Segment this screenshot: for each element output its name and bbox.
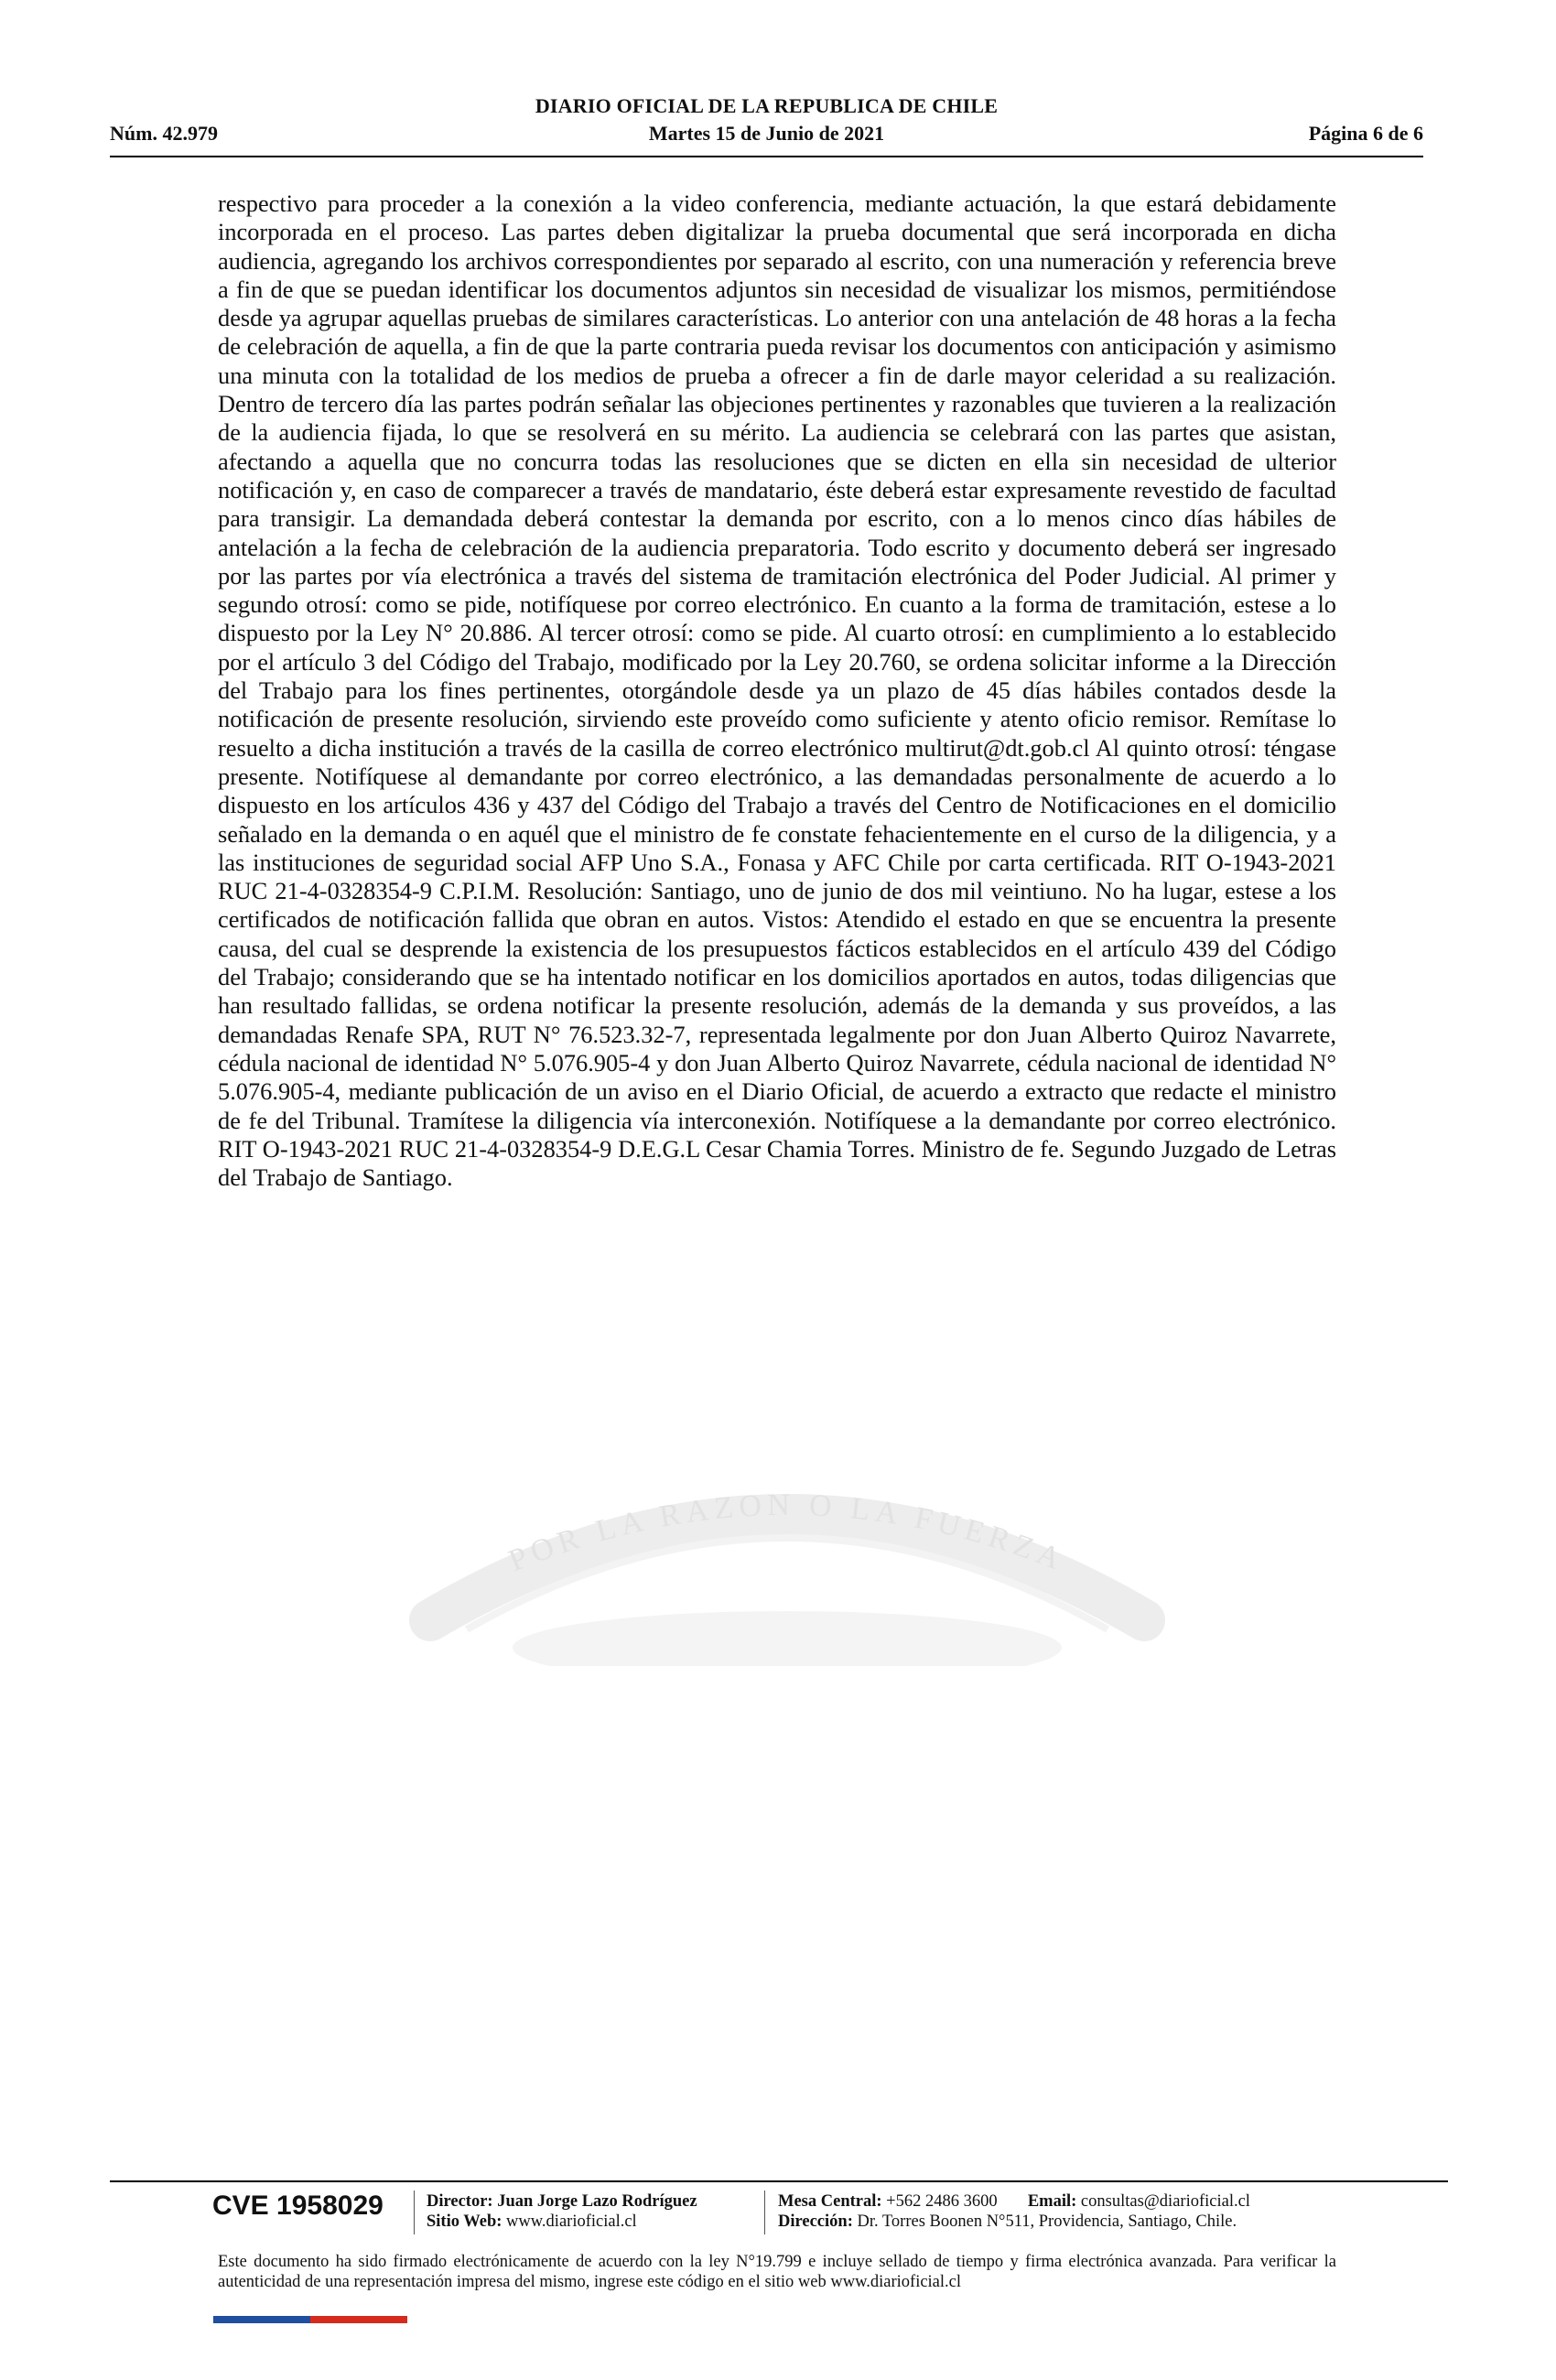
watermark-motto: POR LA RAZON O LA FUERZA [503,1488,1071,1579]
publication-title: DIARIO OFICIAL DE LA REPUBLICA DE CHILE [535,94,999,117]
footer-director-block [427,2191,697,2232]
signature-disclaimer: Este documento ha sido firmado electrónicamente de acuerdo con la ley N°19.799 e incluye sellado de tiempo y firma electrónica avanzada. Para verificar la autenticidad de una representación impresa del mismo, ingrese este código en el sitio web www.diarioficial.cl [218,2253,1336,2291]
site-link[interactable]: www.diarioficial.cl [506,2212,637,2231]
address-value: Dr. Torres Boonen N°511, Providencia, Santiago, Chile. [857,2212,1237,2231]
footer-divider [110,2180,1448,2182]
address-label: Dirección: [778,2212,853,2231]
director-name: Juan Jorge Lazo Rodríguez [497,2192,697,2211]
coat-of-arms-watermark [394,1391,1181,1666]
director-label: Director: [427,2192,493,2211]
footer-separator [764,2191,765,2234]
email-link[interactable]: consultas@diarioficial.cl [1080,2192,1250,2211]
email-label: Email: [1027,2192,1077,2211]
page-number: Página 6 de 6 [1308,122,1423,145]
site-label: Sitio Web: [427,2212,502,2231]
publication-date: Martes 15 de Junio de 2021 [648,122,885,145]
mesa-phone: +562 2486 3600 [886,2192,998,2211]
footer-contact-block [778,2191,1250,2232]
flag-blue-segment [213,2316,310,2323]
footer-separator [414,2191,415,2234]
chile-flag-stripe [213,2316,407,2323]
flag-red-segment [310,2316,407,2323]
resolution-paragraph: respectivo para proceder a la conexión a la video conferencia, mediante actuación, la que estará debidamente incorporada en el proceso. Las partes deben digitalizar la prueba documental que será incorporada en dicha audiencia, agregando los archivos correspondientes por separado al escrito, con una numeración y referencia breve a fin de que se puedan identificar los documentos adjuntos sin necesidad de visualizar los mismos, permitiéndose desde ya agrupar aquellas pruebas de similares características. Lo anterior con una antelación de 48 horas a la fecha de celebración de aquella, a fin de que la parte contraria pueda revisar los documentos con anticipación y asimismo una minuta con la totalidad de los medios de prueba a ofrecer a fin de darle mayor celeridad a su realización. Dentro de tercero día las partes podrán señalar las objeciones pertinentes y razonables que tuvieren a la realización de la audiencia fijada, lo que se resolverá en su mérito. La audiencia se celebrará con las partes que asistan, afectando a aquella que no concurra todas las resoluciones que se dicten en ella sin necesidad de ulterior notificación y, en caso de comparecer a través de mandatario, éste deberá estar expresamente revestido de facultad para transigir. La demandada deberá contestar la demanda por escrito, con a lo menos cinco días hábiles de antelación a la fecha de celebración de la audiencia preparatoria. Todo escrito y documento deberá ser ingresado por las partes por vía electrónica a través del sistema de tramitación electrónica del Poder Judicial. Al primer y segundo otrosí: como se pide, notifíquese por correo electrónico. En cuanto a la forma de tramitación, estese a lo dispuesto por la Ley N° 20.886. Al tercer otrosí: como se pide. Al cuarto otrosí: en cumplimiento a lo establecido por el artículo 3 del Código del Trabajo, modificado por la Ley 20.760, se ordena solicitar informe a la Dirección del Trabajo para los fines pertinentes, otorgándole desde ya un plazo de 45 días hábiles contados desde la notificación de presente resolución, sirviendo este proveído como suficiente y atento oficio remisor. Remítase lo resuelto a dicha institución a través de la casilla de correo electrónico multirut@dt.gob.cl Al quinto otrosí: téngase presente. Notifíquese al demandante por correo electrónico, a las demandadas personalmente de acuerdo a lo dispuesto en los artículos 436 y 437 del Código del Trabajo a través del Centro de Notificaciones en el domicilio señalado en la demanda o en aquél que el ministro de fe constate fehacientemente en el curso de la diligencia, y a las instituciones de seguridad social AFP Uno S.A., Fonasa y AFC Chile por carta certificada. RIT O-1943-2021 RUC 21-4-0328354-9 C.P.I.M. Resolución: Santiago, uno de junio de dos mil veintiuno. No ha lugar, estese a los certificados de notificación fallida que obran en autos. Vistos: Atendido el estado en que se encuentra la presente causa, del cual se desprende la existencia de los presupuestos fácticos establecidos en el artículo 439 del Código del Trabajo; considerando que se ha intentado notificar en los domicilios aportados en autos, todas diligencias que han resultado fallidas, se ordena notificar la presente resolución, además de la demanda y sus proveídos, a las demandadas Renafe SPA, RUT N° 76.523.32-7, representada legalmente por don Juan Alberto Quiroz Navarrete, cédula nacional de identidad N° 5.076.905-4 y don Juan Alberto Quiroz Navarrete, cédula nacional de identidad N° 5.076.905-4, mediante publicación de un aviso en el Diario Oficial, de acuerdo a extracto que redacte el ministro de fe del Tribunal. Tramítese la diligencia vía interconexión. Notifíquese a la demandante por correo electrónico. RIT O-1943-2021 RUC 21-4-0328354-9 D.E.G.L Cesar Chamia Torres. Ministro de fe. Segundo Juzgado de Letras del Trabajo de Santiago. [218,189,1336,1192]
svg-text:POR LA RAZON O LA FUERZA [504,1488,1070,1578]
resolution-body [218,189,1336,1192]
page-header [110,94,1423,160]
issue-number: Núm. 42.979 [110,122,218,145]
header-divider [110,156,1423,157]
mesa-label: Mesa Central: [778,2192,882,2211]
cve-code: CVE 1958029 [212,2191,384,2221]
